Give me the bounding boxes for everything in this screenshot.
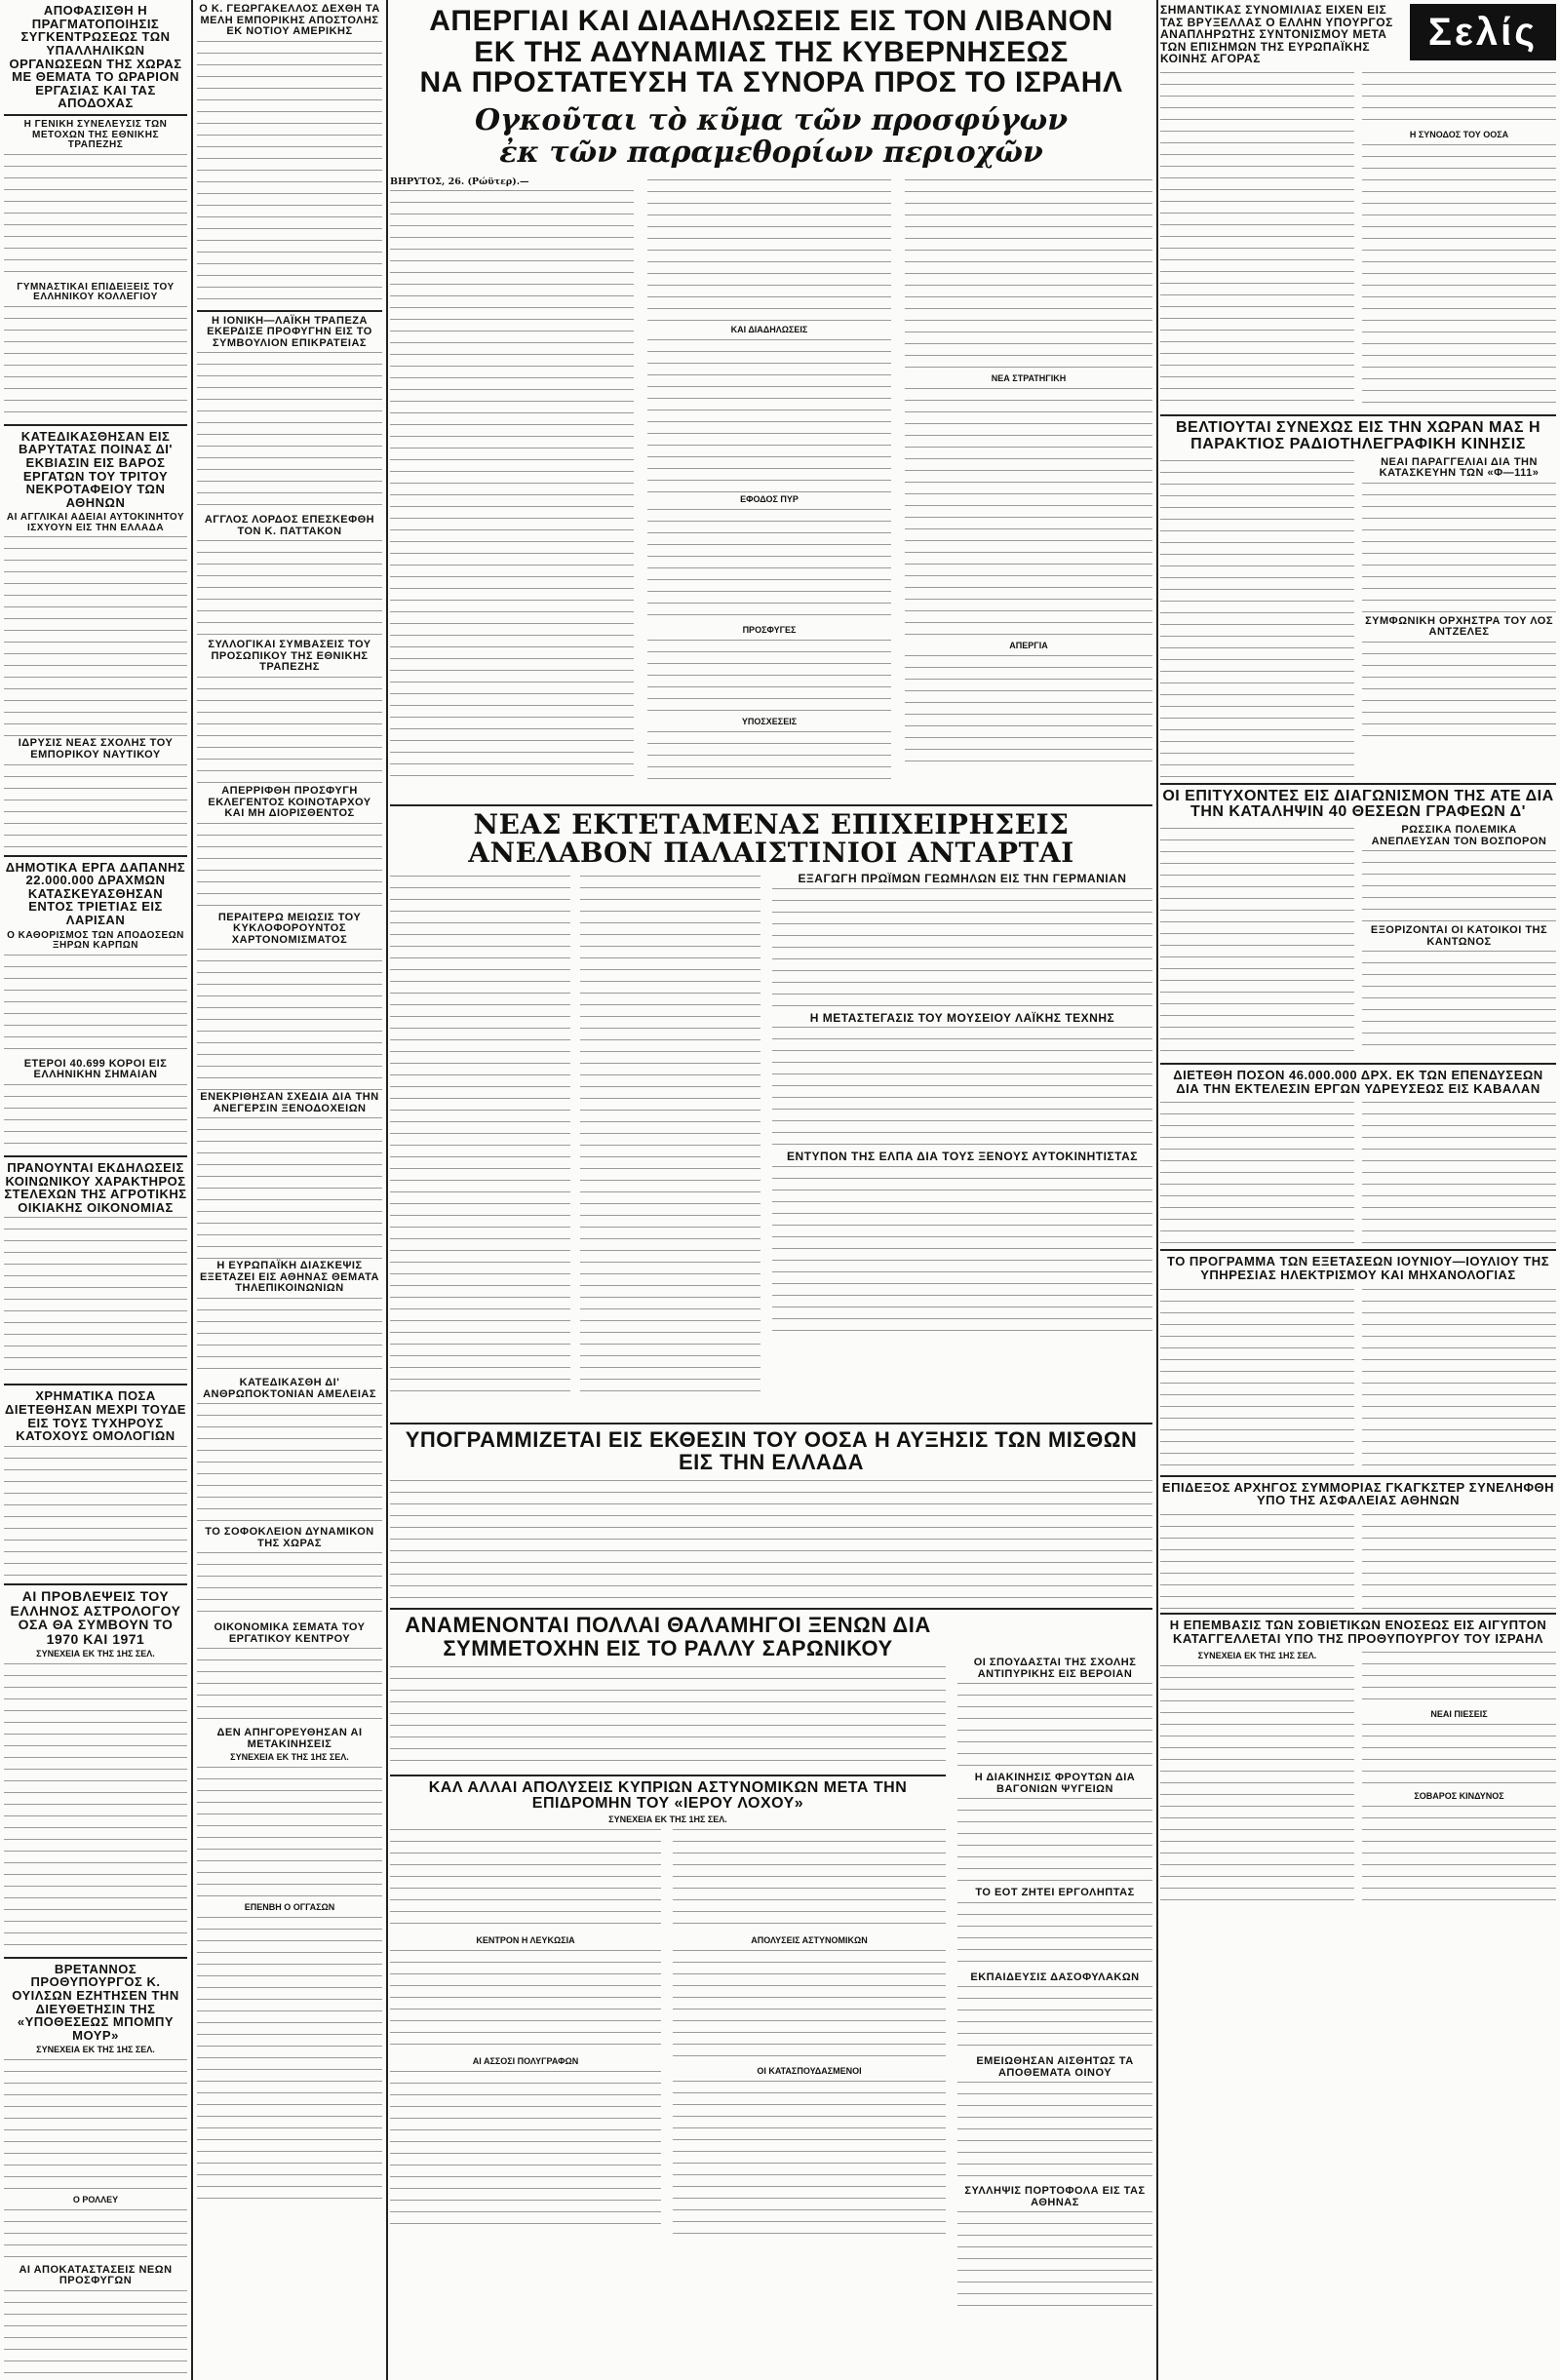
article-body [1362, 1099, 1556, 1245]
lower-center [390, 873, 1152, 1419]
article-body [4, 2056, 187, 2193]
subheadline: ΑΓΓΛΟΣ ΛΟΡΔΟΣ ΕΠΕΣΚΕΦΘΗ ΤΟΝ Κ. ΠΑΤΤΑΚΟΝ [204, 514, 375, 537]
section-label: ΝΕΑΙ ΠΙΕΣΕΙΣ [1430, 1709, 1488, 1720]
article-body [772, 1024, 1152, 1151]
article-body [772, 1163, 1152, 1339]
article-body [197, 38, 382, 306]
column-rule [1156, 0, 1158, 2380]
headline: ΑΠΟΦΑΣΙΣΘΗ Η ΠΡΑΓΜΑΤΟΠΟΙΗΣΙΣ ΣΥΓΚΕΝΤΡΩΣΕΩΣ ΤΩΝ ΥΠΑΛΛΗΛΙΚΩΝ ΟΡΓΑΝΩΣΕΩΝ ΤΗΣ ΧΩΡΑΣ ΜΕ ΘΕΜΑΤΑ ΤΟ ΩΡΑΡΙΟΝ ΕΡΓΑΣΙΑΣ ΚΑΙ ΤΑΣ ΑΠΟΔΟΧΑΣ [9, 3, 182, 111]
article-body [197, 1295, 382, 1378]
article-body [647, 637, 891, 715]
continued-label: ΣΥΝΕΧΕΙΑ ΕΚ ΤΗΣ 1ΗΣ ΣΕΛ. [230, 1752, 349, 1763]
headline: ΠΡΑΝΟΥΝΤΑΙ ΕΚΔΗΛΩΣΕΙΣ ΚΟΙΝΩΝΙΚΟΥ ΧΑΡΑΚΤΗΡΟΣ ΣΤΕΛΕΧΩΝ ΤΗΣ ΑΓΡΟΤΙΚΗΣ ΟΙΚΙΑΚΗΣ ΟΙΚΟΝΟΜΙΑΣ [4, 1159, 187, 1215]
subheadline: ΑΙ ΑΠΟΚΑΤΑΣΤΑΣΕΙΣ ΝΕΩΝ ΠΡΟΣΦΥΓΩΝ [19, 2263, 173, 2287]
article-body [1160, 825, 1354, 1059]
headline: Η ΕΠΕΜΒΑΣΙΣ ΤΩΝ ΣΟΒΙΕΤΙΚΩΝ ΕΝΟΣΕΩΣ ΕΙΣ ΑΙΓΥΠΤΟΝ ΚΑΤΑΓΓΕΛΛΕΤΑΙ ΥΠΟ ΤΗΣ ΠΡΟΘΥΠΟΥΡΓΟΥ ΤΟΥ ΙΣΡΑΗΛ [1169, 1618, 1547, 1646]
article-body [1362, 480, 1556, 616]
column-rule [191, 0, 193, 2380]
article-body [905, 652, 1152, 769]
article-body [1160, 1286, 1354, 1471]
article-body [390, 1663, 946, 1771]
article-body [647, 336, 891, 492]
subheadline: Ο Κ. ΓΕΩΡΓΑΚΕΛΛΟΣ ΔΕΧΘΗ ΤΑ ΜΕΛΗ ΕΜΠΟΡΙΚΗΣ ΑΠΟΣΤΟΛΗΣ ΕΚ ΝΟΤΙΟΥ ΑΜΕΡΙΚΗΣ [199, 3, 380, 38]
article-body [197, 1764, 382, 1900]
article-body [4, 1081, 187, 1151]
section-label: ΥΠΟΣΧΕΣΕΙΣ [741, 716, 798, 726]
article-body [957, 2079, 1152, 2186]
subheadline: Η ΔΙΑΚΙΝΗΣΙΣ ΦΡΟΥΤΩΝ ΔΙΑ ΒΑΓΟΝΙΩΝ ΨΥΓΕΙΩΝ [974, 1772, 1136, 1795]
subheadline: ΟΙΚΟΝΟΜΙΚΑ ΣΕΜΑΤΑ ΤΟΥ ΕΡΓΑΤΙΚΟΥ ΚΕΝΤΡΟΥ [214, 1621, 366, 1645]
article-body [4, 761, 187, 851]
article-body [390, 2068, 661, 2234]
article-body [390, 1826, 661, 1933]
section-label: ΑΠΕΡΓΙΑ [1009, 640, 1048, 650]
headline: ΤΟ ΠΡΟΓΡΑΜΜΑ ΤΩΝ ΕΞΕΤΑΣΕΩΝ ΙΟΥΝΙΟΥ—ΙΟΥΛΙΟΥ ΤΗΣ ΥΠΗΡΕΣΙΑΣ ΗΛΕΚΤΡΙΣΜΟΥ ΚΑΙ ΜΗΧΑΝΟΛΟΓΙΑΣ [1166, 1254, 1549, 1283]
main-subheadline: Ογκοῦται τὸ κῦμα τῶν προσφύγων [474, 102, 1069, 137]
article-body [1362, 141, 1556, 405]
headline: ΒΡΕΤΑΝΝΟΣ ΠΡΟΘΥΠΟΥΡΓΟΣ Κ. ΟΥΙΛΣΩΝ ΕΖΗΤΗΣΕΝ ΤΗΝ ΔΙΕΥΘΕΤΗΣΙΝ ΤΗΣ «ΥΠΟΘΕΣΕΩΣ ΜΠΟΜΠΥ ΜΟΥΡ» [12, 1961, 179, 2043]
article-body [4, 952, 187, 1059]
subheadline: ΡΩΣΣΙΚΑ ΠΟΛΕΜΙΚΑ ΑΝΕΠΛΕΥΣΑΝ ΤΟΝ ΒΟΣΠΟΡΟΝ [1371, 824, 1547, 847]
section-label: ΝΕΑ ΣΤΡΑΤΗΓΙΚΗ [991, 372, 1067, 383]
article-body [647, 506, 891, 623]
article-body [197, 820, 382, 913]
subheadline: Η ΙΟΝΙΚΗ—ΛΑΪΚΗ ΤΡΑΠΕΖΑ ΕΚΕΡΔΙΣΕ ΠΡΟΦΥΓΗΝ ΕΙΣ ΤΟ ΣΥΜΒΟΥΛΙΟΝ ΕΠΙΚΡΑΤΕΙΑΣ [207, 314, 372, 349]
article-body [1160, 69, 1354, 410]
article-body [1362, 847, 1556, 925]
article-body [957, 1680, 1152, 1773]
subheadline: ΓΥΜΝΑΣΤΙΚΑΙ ΕΠΙΔΕΙΞΕΙΣ ΤΟΥ ΕΛΛΗΝΙΚΟΥ ΚΟΛΛΕΓΙΟΥ [17, 281, 175, 303]
subheadline: ΑΙ ΑΓΓΛΙΚΑΙ ΑΔΕΙΑΙ ΑΥΤΟΚΙΝΗΤΟΥ ΙΣΧΥΟΥΝ ΕΙΣ ΤΗΝ ΕΛΛΑΔΑ [6, 512, 185, 533]
column-left [4, 0, 187, 2380]
article-body [197, 1645, 382, 1728]
headline: ΒΕΛΤΙΟΥΤΑΙ ΣΥΝΕΧΩΣ ΕΙΣ ΤΗΝ ΧΩΡΑΝ ΜΑΣ Η ΠΑΡΑΚΤΙΟΣ ΡΑΔΙΟΤΗΛΕΓΡΑΦΙΚΗ ΚΙΝΗΣΙΣ [1175, 418, 1541, 452]
subheadline: ΤΟ ΕΟΤ ΖΗΤΕΙ ΕΡΓΟΛΗΠΤΑΣ [975, 1887, 1135, 1899]
article-body [905, 176, 1152, 371]
headline: ΚΑΛ ΑΛΛΑΙ ΑΠΟΛΥΣΕΙΣ ΚΥΠΡΙΩΝ ΑΣΤΥΝΟΜΙΚΩΝ ΜΕΤΑ ΤΗΝ ΕΠΙΔΡΟΜΗΝ ΤΟΥ «ΙΕΡΟΥ ΛΟΧΟΥ» [428, 1778, 908, 1813]
section-label: ΠΡΟΣΦΥΓΕΣ [742, 624, 797, 635]
column-center [390, 0, 1152, 2380]
article-body [673, 1826, 946, 1933]
section-label: ΑΙ ΑΣΣΟΣΙ ΠΟΛΥΓΡΑΦΩΝ [472, 2056, 579, 2067]
lebanon-article [390, 176, 1152, 800]
subheadline: ΕΤΕΡΟΙ 40.699 ΚΟΡΟΙ ΕΙΣ ΕΛΛΗΝΙΚΗΝ ΣΗΜΑΙΑΝ [23, 1057, 168, 1081]
article-body [1362, 1511, 1556, 1609]
section-label: ΚΑΙ ΔΙΑΔΗΛΩΣΕΙΣ [730, 324, 808, 334]
subheadline: ΙΔΡΥΣΙΣ ΝΕΑΣ ΣΧΟΛΗΣ ΤΟΥ ΕΜΠΟΡΙΚΟΥ ΝΑΥΤΙΚΟΥ [18, 737, 174, 761]
article-body [1362, 1803, 1556, 1900]
section-label: ΑΠΟΛΥΣΕΙΣ ΑΣΤΥΝΟΜΙΚΩΝ [751, 1935, 868, 1946]
subheadline: ΕΞΟΡΙΖΟΝΤΑΙ ΟΙ ΚΑΤΟΙΚΟΙ ΤΗΣ ΚΑΝΤΩΝΟΣ [1370, 924, 1548, 948]
article-body [1160, 1662, 1354, 1906]
subheadline: ΕΝΕΚΡΙΘΗΣΑΝ ΣΧΕΔΙΑ ΔΙΑ ΤΗΝ ΑΝΕΓΕΡΣΙΝ ΞΕΝΟΔΟΧΕΙΩΝ [200, 1091, 379, 1114]
subheadline: ΠΕΡΑΙΤΕΡΩ ΜΕΙΩΣΙΣ ΤΟΥ ΚΥΚΛΟΦΟΡΟΥΝΤΟΣ ΧΑΡΤΟΝΟΜΙΣΜΑΤΟΣ [217, 911, 362, 946]
article-body [580, 873, 760, 1399]
headline: ΑΙ ΠΡΟΒΛΕΨΕΙΣ ΤΟΥ ΕΛΛΗΝΟΣ ΑΣΤΡΟΛΟΓΟΥ ΟΣΑ ΘΑ ΣΥΜΒΟΥΝ ΤΟ 1970 ΚΑΙ 1971 [10, 1587, 181, 1648]
section-label: ΕΦΟΔΟΣ ΠΥΡ [740, 493, 799, 504]
headline: ΧΡΗΜΑΤΙΚΑ ΠΟΣΑ ΔΙΕΤΕΘΗΣΑΝ ΜΕΧΡΙ ΤΟΥΔΕ ΕΙΣ ΤΟΥΣ ΤΥΧΗΡΟΥΣ ΚΑΤΟΧΟΥΣ ΟΜΟΛΟΓΙΩΝ [5, 1388, 186, 1444]
subheadline: ΚΑΤΕΔΙΚΑΣΘΗ ΔΙ' ΑΝΘΡΩΠΟΚΤΟΝΙΑΝ ΑΜΕΛΕΙΑΣ [203, 1377, 376, 1400]
briefs-column [957, 1658, 1152, 2379]
headline: ΝΕΑΣ ΕΚΤΕΤΑΜΕΝΑΣ ΕΠΙΧΕΙΡΗΣΕΙΣ ΑΝΕΛΑΒΟΝ ΠΑΛΑΙΣΤΙΝΙΟΙ ΑΝΤΑΡΤΑΙ [468, 807, 1074, 869]
article-body [197, 1114, 382, 1261]
article-body [673, 1947, 946, 2064]
subheadline: ΕΚΠΑΙΔΕΥΣΙΣ ΔΑΣΟΦΥΛΑΚΩΝ [970, 1970, 1140, 1983]
headline: ΚΑΤΕΔΙΚΑΣΘΗΣΑΝ ΕΙΣ ΒΑΡΥΤΑΤΑΣ ΠΟΙΝΑΣ ΔΙ' ΕΚΒΙΑΣΙΝ ΕΙΣ ΒΑΡΟΣ ΕΡΓΑΤΩΝ ΤΟΥ ΤΡΙΤΟΥ ΝΕΚΡΟΤΑΦΕΙΟΥ ΤΩΝ ΑΘΗΝΩΝ [18, 428, 174, 510]
subheadline: ΔΕΝ ΑΠΗΓΟΡΕΥΘΗΣΑΝ ΑΙ ΜΕΤΑΚΙΝΗΣΕΙΣ [216, 1727, 363, 1750]
article-body [1362, 1649, 1556, 1707]
article-body [1362, 1721, 1556, 1789]
article-body [957, 1795, 1152, 1888]
article-body [957, 1899, 1152, 1972]
article-body [957, 1983, 1152, 2056]
article-body [905, 385, 1152, 639]
article-body [197, 349, 382, 515]
section-label: ΚΕΝΤΡΟΝ Η ΛΕΥΚΩΣΙΑ [476, 1935, 575, 1946]
article-body [4, 1443, 187, 1580]
article-body [390, 1477, 1152, 1604]
article-body [4, 533, 187, 738]
article-body [673, 2078, 946, 2234]
article-body [4, 2206, 187, 2265]
headline: ΣΗΜΑΝΤΙΚΑΣ ΣΥΝΟΜΙΛΙΑΣ ΕΙΧΕΝ ΕΙΣ ΤΑΣ ΒΡΥΞΕΛΛΑΣ Ο ΕΛΛΗΝ ΥΠΟΥΡΓΟΣ ΑΝΑΠΛΗΡΩΤΗΣ ΣΥΝΤΟΝΙΣΜΟΥ ΜΕΤΑ ΤΩΝ ΕΠΙΣΗΜΩΝ ΤΗΣ ΕΥΡΩΠΑΪΚΗΣ ΚΟΙΝΗΣ ΑΓΟΡΑΣ [1160, 3, 1393, 66]
article-body [390, 1947, 661, 2054]
article-body [1362, 639, 1556, 746]
section-label: ΕΠΕΝΒΗ Ο ΟΓΓΑΣΩΝ [244, 1902, 335, 1913]
article-body [4, 1660, 187, 1953]
subheadline: Ο ΚΑΘΟΡΙΣΜΟΣ ΤΩΝ ΑΠΟΔΟΣΕΩΝ ΞΗΡΩΝ ΚΑΡΠΩΝ [7, 929, 184, 952]
main-headline-line2: ΕΚ ΤΗΣ ΑΔΥΝΑΜΙΑΣ ΤΗΣ ΚΥΒΕΡΝΗΣΕΩΣ [474, 35, 1069, 68]
column-rule [386, 0, 388, 2380]
article-body [772, 885, 1152, 1012]
main-subheadline-line2: ἐκ τῶν παραμεθορίων περιοχῶν [499, 135, 1043, 170]
subheadline: ΟΙ ΣΠΟΥΔΑΣΤΑΙ ΤΗΣ ΣΧΟΛΗΣ ΑΝΤΙΠΥΡΙΚΗΣ ΕΙΣ ΒΕΡΟΙΑΝ [973, 1658, 1137, 1680]
subheadline: Η ΓΕΝΙΚΗ ΣΥΝΕΛΕΥΣΙΣ ΤΩΝ ΜΕΤΟΧΩΝ ΤΗΣ ΕΘΝΙΚΗΣ ΤΡΑΠΕΖΗΣ [23, 119, 168, 151]
headline: ΔΙΕΤΕΘΗ ΠΟΣΟΝ 46.000.000 ΔΡΧ. ΕΚ ΤΩΝ ΕΠΕΝΔΥΣΕΩΝ ΔΙΑ ΤΗΝ ΕΚΤΕΛΕΣΙΝ ΕΡΓΩΝ ΥΔΡΕΥΣΕΩΣ ΕΙΣ ΚΑΒΑΛΑΝ [1173, 1068, 1543, 1096]
article-body [197, 537, 382, 640]
article-body [1362, 69, 1556, 128]
dateline: ΒΗΡΥΤΟΣ, 26. (Ρώϋτερ).— [390, 176, 529, 187]
article-body [1160, 1511, 1354, 1609]
subheadline: ΝΕΑΙ ΠΑΡΑΓΓΕΛΙΑΙ ΔΙΑ ΤΗΝ ΚΑΤΑΣΚΕΥΗΝ ΤΩΝ «Φ—111» [1379, 455, 1540, 480]
article-body [1160, 457, 1354, 779]
article-body [4, 1214, 187, 1380]
article-body [1362, 1286, 1556, 1471]
article-body [4, 151, 187, 283]
section-label: ΣΟΒΑΡΟΣ ΚΙΝΔΥΝΟΣ [1414, 1791, 1504, 1802]
headline: ΑΝΑΜΕΝΟΝΤΑΙ ΠΟΛΛΑΙ ΘΑΛΑΜΗΓΟΙ ΞΕΝΩΝ ΔΙΑ ΣΥΜΜΕΤΟΧΗΝ ΕΙΣ ΤΟ ΡΑΛΛΥ ΣΑΡΩΝΙΚΟΥ [405, 1613, 931, 1660]
article-body [1362, 948, 1556, 1045]
article-body [1160, 1099, 1354, 1245]
main-headline-line3: ΝΑ ΠΡΟΣΤΑΤΕΥΣΗ ΤΑ ΣΥΝΟΡΑ ΠΡΟΣ ΤΟ ΙΣΡΑΗΛ [419, 66, 1123, 98]
page-number: Σελίς [1410, 4, 1556, 60]
column-right [1160, 0, 1556, 2380]
subheadline: ΕΝΤΥΠΟΝ ΤΗΣ ΕΛΠΑ ΔΙΑ ΤΟΥΣ ΞΕΝΟΥΣ ΑΥΤΟΚΙΝΗΤΙΣΤΑΣ [787, 1150, 1138, 1164]
article-body [197, 1914, 382, 2206]
continued-label: ΣΥΝΕΧΕΙΑ ΕΚ ΤΗΣ 1ΗΣ ΣΕΛ. [36, 2044, 155, 2054]
subheadline: ΣΥΛΛΟΓΙΚΑΙ ΣΥΜΒΑΣΕΙΣ ΤΟΥ ΠΡΟΣΩΠΙΚΟΥ ΤΗΣ ΕΘΝΙΚΗΣ ΤΡΑΠΕΖΗΣ [208, 639, 371, 674]
article-body [647, 728, 891, 787]
main-headline: ΑΠΕΡΓΙΑΙ ΚΑΙ ΔΙΑΔΗΛΩΣΕΙΣ ΕΙΣ ΤΟΝ ΛΙΒΑΝΟΝ [429, 5, 1113, 37]
headline: ΥΠΟΓΡΑΜΜΙΖΕΤΑΙ ΕΙΣ ΕΚΘΕΣΙΝ ΤΟΥ ΟΟΣΑ Η ΑΥΞΗΣΙΣ ΤΩΝ ΜΙΣΘΩΝ ΕΙΣ ΤΗΝ ΕΛΛΑΔΑ [405, 1427, 1138, 1475]
article-body [197, 1549, 382, 1622]
subheadline: ΕΜΕΙΩΘΗΣΑΝ ΑΙΣΘΗΤΩΣ ΤΑ ΑΠΟΘΕΜΑΤΑ ΟΙΝΟΥ [976, 2055, 1134, 2079]
subheadline: ΤΟ ΣΟΦΟΚΛΕΙΟΝ ΔΥΝΑΜΙΚΟΝ ΤΗΣ ΧΩΡΑΣ [205, 1526, 374, 1549]
section-label: Ο ΡΟΛΛΕΥ [72, 2194, 119, 2204]
subheadline: ΑΠΕΡΡΙΦΘΗ ΠΡΟΣΦΥΓΗ ΕΚΛΕΓΕΝΤΟΣ ΚΟΙΝΟΤΑΡΧΟΥ ΚΑΙ ΜΗ ΔΙΟΡΙΣΘΕΝΤΟΣ [208, 785, 371, 820]
article-body [197, 946, 382, 1092]
subheadline: ΣΥΛΛΗΨΙΣ ΠΟΡΤΟΦΟΛΑ ΕΙΣ ΤΑΣ ΑΘΗΝΑΣ [964, 2185, 1146, 2208]
article-body [197, 674, 382, 786]
headline: ΔΗΜΟΤΙΚΑ ΕΡΓΑ ΔΑΠΑΝΗΣ 22.000.000 ΔΡΑΧΜΩΝ ΚΑΤΑΣΚΕΥΑΣΘΗΣΑΝ ΕΝΤΟΣ ΤΡΙΕΤΙΑΣ ΕΙΣ ΛΑΡΙΣΑΝ [5, 859, 186, 928]
column-second [197, 0, 382, 2380]
article-body [197, 1400, 382, 1527]
subheadline: ΣΥΜΦΩΝΙΚΗ ΟΡΧΗΣΤΡΑ ΤΟΥ ΛΟΣ ΑΝΤΖΕΛΕΣ [1365, 614, 1553, 639]
article-body [390, 187, 634, 782]
section-label: ΟΙ ΚΑΤΑΣΠΟΥΔΑΣΜΕΝΟΙ [757, 2066, 862, 2077]
article-body [957, 2208, 1152, 2316]
continued-label: ΣΥΝΕΧΕΙΑ ΕΚ ΤΗΣ 1ΗΣ ΣΕΛ. [1197, 1651, 1317, 1661]
subheadline: ΕΞΑΓΩΓΗ ΠΡΩΪΜΩΝ ΓΕΩΜΗΛΩΝ ΕΙΣ ΤΗΝ ΓΕΡΜΑΝΙΑΝ [798, 873, 1127, 886]
article-body [4, 2287, 187, 2380]
article-body [647, 176, 891, 323]
subheadline: Η ΕΥΡΩΠΑΪΚΗ ΔΙΑΣΚΕΨΙΣ ΕΞΕΤΑΖΕΙ ΕΙΣ ΑΘΗΝΑΣ ΘΕΜΑΤΑ ΤΗΛΕΠΙΚΟΙΝΩΝΙΩΝ [199, 1260, 380, 1295]
section-label: Η ΣΥΝΟΔΟΣ ΤΟΥ ΟΟΣΑ [1409, 129, 1509, 139]
headline: ΟΙ ΕΠΙΤΥΧΟΝΤΕΣ ΕΙΣ ΔΙΑΓΩΝΙΣΜΟΝ ΤΗΣ ΑΤΕ ΔΙΑ ΤΗΝ ΚΑΤΑΛΗΨΙΝ 40 ΘΕΣΕΩΝ ΓΡΑΦΕΩΝ Δ' [1162, 787, 1554, 821]
continued-label: ΣΥΝΕΧΕΙΑ ΕΚ ΤΗΣ 1ΗΣ ΣΕΛ. [608, 1814, 727, 1825]
article-body [4, 303, 187, 420]
continued-label: ΣΥΝΕΧΕΙΑ ΕΚ ΤΗΣ 1ΗΣ ΣΕΛ. [36, 1648, 155, 1658]
subheadline: Η ΜΕΤΑΣΤΕΓΑΣΙΣ ΤΟΥ ΜΟΥΣΕΙΟΥ ΛΑΪΚΗΣ ΤΕΧΝΗΣ [809, 1010, 1115, 1025]
headline: ΕΠΙΔΕΞΟΣ ΑΡΧΗΓΟΣ ΣΥΜΜΟΡΙΑΣ ΓΚΑΓΚΣΤΕΡ ΣΥΝΕΛΗΦΘΗ ΥΠΟ ΤΗΣ ΑΣΦΑΛΕΙΑΣ ΑΘΗΝΩΝ [1161, 1479, 1555, 1508]
article-body [390, 873, 570, 1399]
